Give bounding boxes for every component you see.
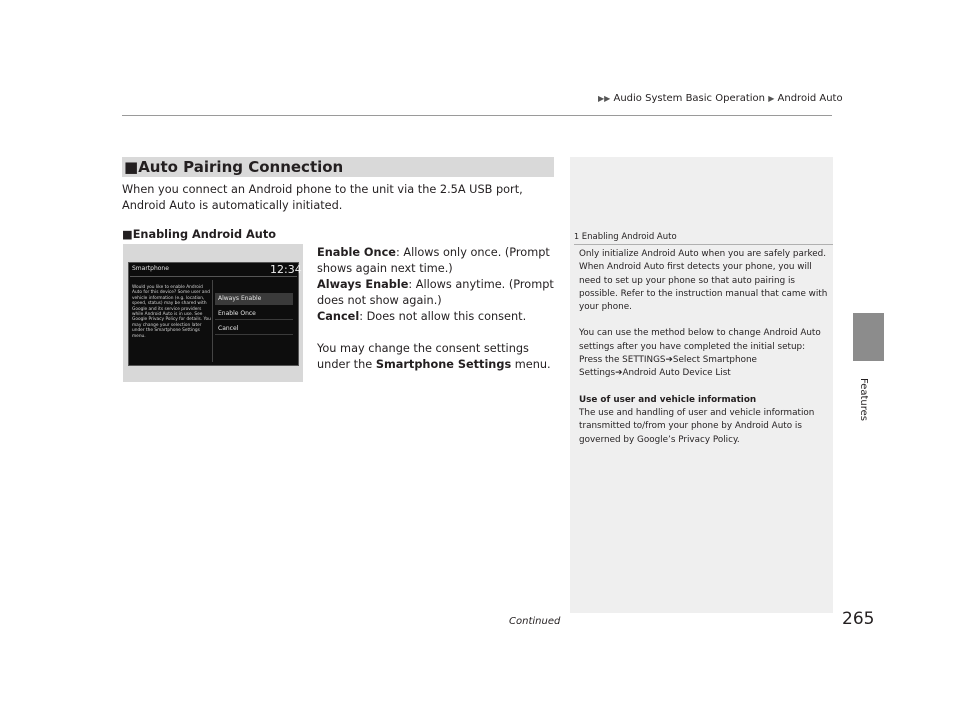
option-always-enable: Always Enable: Allows anytime. (Prompt does not show again.) [317,278,554,307]
continued-label: Continued [509,616,561,627]
note-title: Enabling Android Auto [581,232,677,242]
square-bullet-icon: ■ [124,158,139,176]
subsection-heading [122,228,276,241]
screen-divider [130,276,297,277]
chapter-label: Features [858,378,869,421]
breadcrumb-item-android-auto: Android Auto [777,93,843,104]
section-title-text: Auto Pairing Connection [138,158,344,176]
subsection-title: Enabling Android Auto [132,228,277,241]
screen-prompt-text: Would you like to enable Android Auto for this device? Some user and vehicle information (e.g. location, speed, status) may be shared with Google and its service providers while Android Auto is in use. See Google Privacy Policy for details. You may change your selection later under the Smartphone Settings menu. [132,285,211,339]
screen-option-always-enable: Always Enable [215,293,293,305]
note-body [579,248,829,447]
option-enable-once: Enable Once: Allows only once. (Prompt shows again next time.) [317,246,550,275]
arrow-icon: ➔ [615,368,623,379]
breadcrumb-item-audio: Audio System Basic Operation [613,93,765,104]
square-bullet-icon: ■ [122,228,133,241]
arrow-icon: ▶ [768,94,775,103]
section-title [124,157,343,177]
screen-option-enable-once: Enable Once [215,308,293,320]
screen-clock: 12:34 [270,263,302,276]
note-rule [574,244,833,245]
arrow-icon: ➔ [665,355,673,366]
note-heading [574,232,677,242]
note-paragraph-1: Only initialize Android Auto when you are safely parked. When Android Auto first detects your phone, you will need to set up your phone so that auto pairing is possible. Refer to the instruction manual that came with your phone. [579,249,828,313]
chapter-tab [853,313,884,361]
option-cancel: Cancel: Does not allow this consent. [317,310,527,323]
note-settings-path: Press the SETTINGS➔Select Smartphone Settings➔Android Auto Device List [579,355,757,379]
breadcrumb [598,93,843,104]
page-number: 265 [842,609,875,629]
options-description [317,245,555,373]
double-arrow-icon: ▶▶ [598,94,611,103]
note-use-heading: Use of user and vehicle information [579,394,757,405]
intro-paragraph: When you connect an Android phone to the unit via the 2.5A USB port, Android Auto is automatically initiated. [122,183,523,212]
note-use-body: The use and handling of user and vehicle information transmitted to/from your phone by Android Auto is governed by Google’s Privacy Policy. [579,407,815,445]
change-settings-text: You may change the consent settings under the Smartphone Settings menu. [317,342,551,371]
note-paragraph-2: You can use the method below to change Android Auto settings after you have completed the initial setup: [579,328,821,352]
screen-vertical-divider [212,280,213,362]
screen-option-cancel: Cancel [215,323,293,335]
header-rule [122,115,832,116]
reference-number: 1 [574,232,580,241]
screen-title: Smartphone [132,265,169,272]
